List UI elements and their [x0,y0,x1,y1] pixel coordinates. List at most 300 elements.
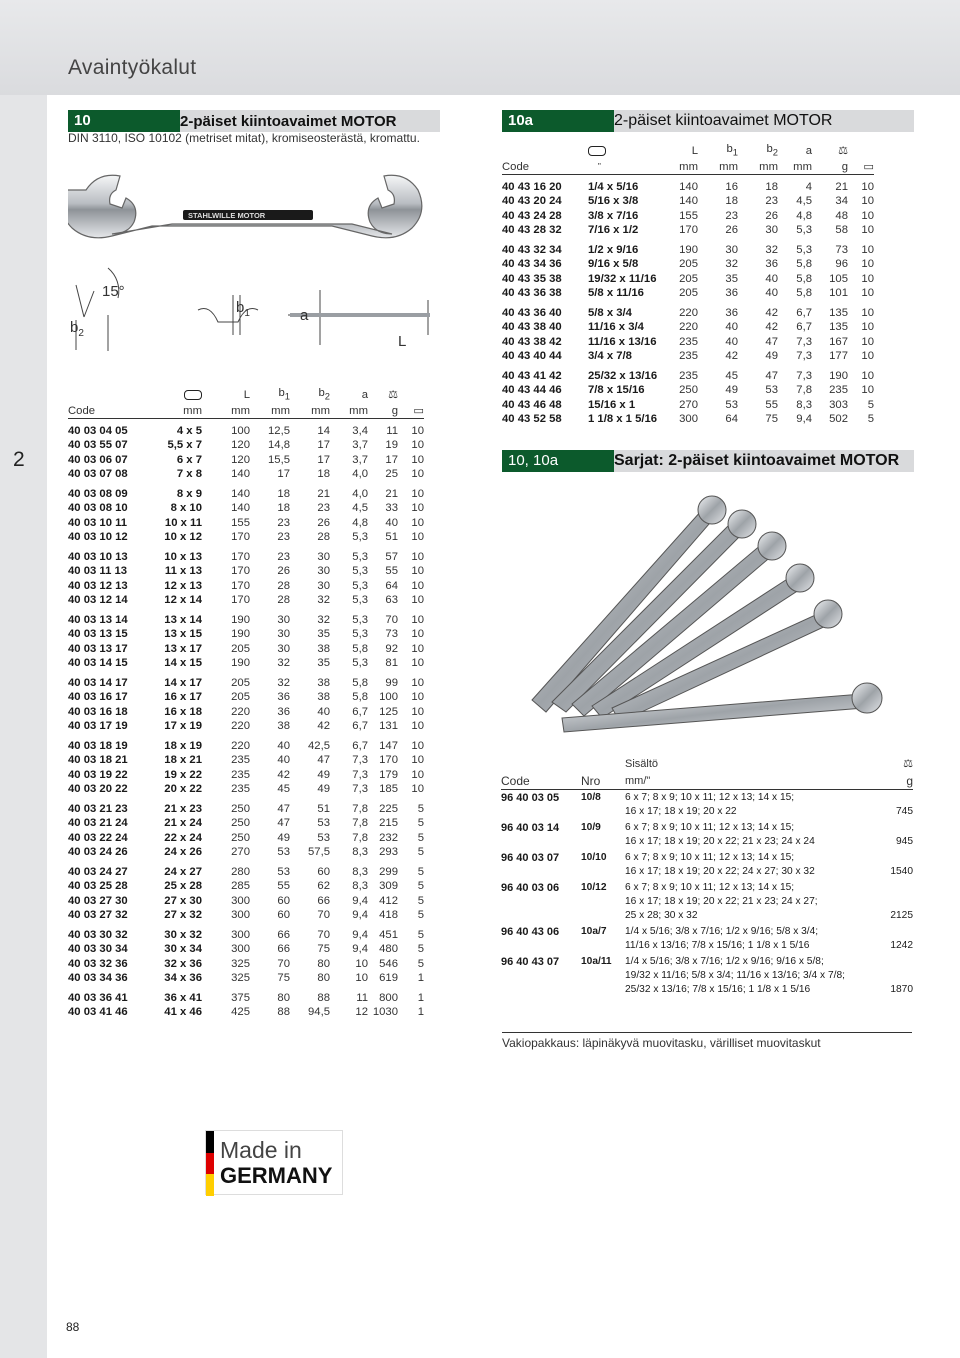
cell-a: 8,3 [352,865,368,878]
set-note: Vakiopakkaus: läpinäkyvä muovitasku, värilliset muovitaskut [502,1032,912,1050]
cell-code: 40 43 16 20 [502,180,562,193]
cell-b1: 49 [725,384,738,397]
cell-L: 205 [231,691,250,704]
cell-pack: 10 [411,768,424,781]
cell-g: 135 [829,321,848,334]
cell-L: 100 [231,424,250,437]
cell-a: 5,8 [796,287,812,300]
table-row [68,816,424,831]
cell-a: 4 [805,180,812,193]
cell-b2: 75 [317,943,330,956]
cell-b1: 18 [277,487,290,500]
cell-b2: 32 [317,594,330,607]
cell-g: 73 [835,243,848,256]
table-row [68,579,424,594]
cell-size: 5/16 x 3/8 [588,195,639,208]
cell-pack: 5 [417,802,424,815]
table-row [502,369,874,384]
cell-pack: 10 [861,306,874,319]
cell-b1: 47 [277,802,290,815]
table-row [68,613,424,628]
table-row [502,335,874,350]
cell-g: 64 [385,579,398,592]
table-row [502,398,874,413]
section-number: 10, 10a [502,450,614,472]
cell-L: 205 [679,272,698,285]
table-row [68,550,424,565]
cell-g: 177 [829,350,848,363]
cell-code: 40 03 55 07 [68,439,128,452]
cell-b2: 38 [317,642,330,655]
cell-L: 220 [231,739,250,752]
cell-b1: 15,5 [268,453,290,466]
cell-g: 70 [385,613,398,626]
cell-a: 4,0 [352,468,368,481]
cell-b2: 70 [317,909,330,922]
cell-g: 125 [379,705,398,718]
cell-code: 40 43 38 40 [502,321,562,334]
cell-g: 309 [379,880,398,893]
section-10a-bar [502,110,914,132]
cell-a: 5,3 [352,579,368,592]
cell-a: 3,7 [352,453,368,466]
col-a: a [361,388,368,401]
cell-size: 21 x 23 [164,802,202,815]
cell-b2: 55 [765,398,778,411]
cell-a: 9,4 [352,894,368,907]
set-nro: 10/10 [581,852,607,863]
cell-a: 6,7 [352,705,368,718]
set-code: 96 40 03 06 [501,882,560,894]
table-row [68,879,424,894]
cell-b2: 80 [317,972,330,985]
cell-size: 8 x 9 [176,487,202,500]
cell-a: 4,5 [352,502,368,515]
unit-b1: mm [698,160,738,175]
col-g: g [906,774,913,788]
cell-pack: 5 [417,943,424,956]
section-title: 2-päiset kiintoavaimet MOTOR [180,112,397,130]
set-code: 96 40 43 06 [501,926,560,938]
cell-a: 10 [355,972,368,985]
set-content [625,790,853,821]
cell-pack: 10 [861,243,874,256]
table-row [502,257,874,272]
cell-pack: 10 [411,642,424,655]
cell-b1: 40 [725,321,738,334]
chapter-number: 2 [13,448,25,471]
cell-code: 40 03 30 34 [68,943,128,956]
table-row [502,320,874,335]
table-row [68,991,424,1006]
cell-size: 12 x 14 [164,594,202,607]
cell-a: 8,3 [352,880,368,893]
table-row [68,627,424,642]
cell-b1: 49 [277,831,290,844]
cell-b1: 53 [277,865,290,878]
cell-size: 34 x 36 [164,972,202,985]
cell-code: 40 43 24 28 [502,209,562,222]
cell-a: 10 [355,957,368,970]
cell-b1: 14,8 [268,439,290,452]
set-row [501,954,913,998]
cell-size: 20 x 22 [164,783,202,796]
col-L: L [691,144,698,157]
cell-code: 40 03 13 14 [68,613,128,626]
cell-b2: 49 [765,350,778,363]
cell-b1: 32 [277,657,290,670]
cell-code: 40 43 38 42 [502,335,562,348]
cell-a: 11 [356,991,368,1004]
cell-g: 412 [379,894,398,907]
table-row [68,487,424,502]
cell-b2: 49 [317,768,330,781]
cell-a: 7,3 [796,350,812,363]
cell-a: 8,3 [352,846,368,859]
set-code: 96 40 03 14 [501,822,560,834]
cell-size: 27 x 32 [164,909,202,922]
table-row [68,501,424,516]
cell-pack: 10 [411,516,424,529]
cell-size: 41 x 46 [164,1006,202,1019]
cell-g: 100 [379,691,398,704]
wrench-set-photo [502,480,914,750]
cell-code: 40 03 36 41 [68,991,128,1004]
wrench-size-icon [184,390,202,400]
cell-code: 40 03 27 30 [68,894,128,907]
cell-a: 7,8 [352,817,368,830]
cell-size: 15/16 x 1 [588,398,636,411]
table-row [68,971,424,986]
cell-b2: 42 [765,321,778,334]
a-label: a [300,307,309,324]
set-content-line: 16 x 17; 18 x 19; 20 x 22; 21 x 23; 24 x 24 [625,836,815,847]
unit-a: mm [330,404,368,419]
table-row [68,467,424,482]
cell-b2: 75 [765,413,778,426]
cell-L: 300 [679,413,698,426]
cell-size: 11/16 x 13/16 [588,335,657,348]
cell-a: 5,3 [352,613,368,626]
cell-a: 12 [355,1006,368,1019]
set-content-line: 6 x 7; 8 x 9; 10 x 11; 12 x 13; 14 x 15; [625,852,795,863]
cell-L: 220 [231,705,250,718]
cell-L: 300 [231,894,250,907]
cell-g: 63 [385,594,398,607]
cell-L: 205 [679,258,698,271]
set-nro: 10/12 [581,882,607,893]
cell-b1: 30 [277,642,290,655]
cell-L: 205 [231,676,250,689]
cell-code: 40 03 41 46 [68,1006,128,1019]
cell-b1: 53 [725,398,738,411]
cell-L: 205 [231,642,250,655]
cell-a: 4,5 [796,195,812,208]
cell-code: 40 03 14 15 [68,657,128,670]
section-title: 2-päiset kiintoavaimet MOTOR [614,112,833,129]
cell-L: 190 [679,243,698,256]
cell-g: 33 [385,502,398,515]
cell-b1: 60 [277,909,290,922]
cell-L: 250 [231,831,250,844]
cell-b1: 64 [725,413,738,426]
set-content [625,820,853,850]
cell-L: 270 [231,846,250,859]
cell-L: 140 [231,502,250,515]
cell-code: 40 03 13 15 [68,628,128,641]
set-nro: 10/9 [581,822,601,833]
cell-b1: 66 [277,943,290,956]
section-number: 10 [68,110,180,132]
cell-b2: 42,5 [308,739,330,752]
cell-code: 40 43 46 48 [502,398,562,411]
cell-code: 40 03 14 17 [68,676,128,689]
cell-b1: 75 [277,972,290,985]
cell-a: 7,3 [352,754,368,767]
cell-L: 140 [679,195,698,208]
cell-L: 375 [231,991,250,1004]
cell-code: 40 03 32 36 [68,957,128,970]
cell-code: 40 43 41 42 [502,369,562,382]
cell-code: 40 03 34 36 [68,972,128,985]
cell-b2: 53 [765,384,778,397]
set-content-line: 25/32 x 13/16; 7/8 x 15/16; 1 1/8 x 1 5/16 [625,984,811,995]
cell-b1: 17 [277,468,290,481]
cell-size: 14 x 15 [164,657,202,670]
cell-L: 235 [679,369,698,382]
cell-pack: 10 [861,321,874,334]
unit-L: mm [206,404,250,419]
cell-code: 40 03 16 18 [68,705,128,718]
cell-size: 11 x 13 [164,565,202,578]
cell-b2: 18 [317,468,330,481]
cell-g: 11 [386,424,398,437]
cell-b1: 42 [725,350,738,363]
cell-g: 34 [835,195,848,208]
cell-size: 21 x 24 [164,817,202,830]
cell-size: 7 x 8 [176,468,202,481]
cell-pack: 10 [861,258,874,271]
cell-code: 40 03 06 07 [68,453,128,466]
cell-b2: 53 [317,817,330,830]
b1-label: $b_1$ [236,299,250,319]
cell-a: 5,3 [352,657,368,670]
cell-a: 7,8 [352,802,368,815]
weight-icon: ⚖ [388,388,398,401]
table-row [68,894,424,909]
cell-g: 179 [379,768,398,781]
table-row [68,453,424,468]
set-content [625,880,853,924]
cell-g: 21 [385,487,398,500]
table-row [68,676,424,691]
cell-pack: 10 [411,424,424,437]
cell-g: 1030 [372,1006,398,1019]
cell-L: 235 [231,768,250,781]
cell-pack: 10 [861,287,874,300]
cell-b2: 26 [765,209,778,222]
cell-b2: 38 [317,676,330,689]
page-number: 88 [66,1320,80,1334]
cell-size: 1/4 x 5/16 [588,180,639,193]
cell-g: 48 [835,209,848,222]
table-row [68,424,424,439]
cell-b1: 42 [277,768,290,781]
table-row [68,516,424,531]
cell-code: 40 03 13 17 [68,642,128,655]
cell-g: 25 [385,468,398,481]
col-g: g [368,404,398,419]
left-spec-table [68,386,424,1020]
cell-code: 40 43 44 46 [502,384,562,397]
set-content-line: 1/4 x 5/16; 3/8 x 7/16; 1/2 x 9/16; 9/16 x 5/8; [625,956,824,967]
cell-b2: 80 [317,957,330,970]
table-row [68,438,424,453]
cell-pack: 5 [417,894,424,907]
cell-size: 30 x 32 [164,928,202,941]
table-row [68,802,424,817]
cell-g: 40 [385,516,398,529]
cell-L: 170 [231,565,250,578]
cell-g: 51 [385,531,398,544]
cell-code: 40 03 07 08 [68,468,128,481]
cell-b2: 30 [317,565,330,578]
cell-code: 40 43 40 44 [502,350,562,363]
cell-b2: 60 [317,865,330,878]
cell-L: 250 [231,802,250,815]
cell-b1: 35 [725,272,738,285]
page-header [0,0,960,95]
cell-pack: 10 [411,783,424,796]
cell-L: 140 [679,180,698,193]
cell-pack: 10 [861,384,874,397]
cell-b2: 23 [317,502,330,515]
cell-L: 155 [231,516,250,529]
col-a: a [805,144,812,157]
cell-b2: 32 [317,613,330,626]
cell-pack: 10 [861,195,874,208]
cell-a: 5,8 [796,272,812,285]
cell-b1: 55 [277,880,290,893]
cell-size: 3/4 x 7/8 [588,350,632,363]
table-row [68,593,424,608]
cell-code: 40 03 21 23 [68,802,128,815]
right-spec-table [502,142,874,427]
set-nro: 10a/7 [581,926,607,937]
chapter-strip [0,95,47,1358]
set-content-line: 19/32 x 11/16; 5/8 x 3/4; 11/16 x 13/16; 3/4 x 7/8; [625,970,845,981]
cell-L: 425 [231,1006,250,1019]
cell-code: 40 43 36 40 [502,306,562,319]
cell-a: 6,7 [796,306,812,319]
cell-a: 5,8 [352,676,368,689]
table-row [68,1005,424,1020]
cell-b1: 66 [277,928,290,941]
cell-a: 4,8 [352,516,368,529]
set-row [501,820,913,850]
cell-b1: 26 [725,224,738,237]
cell-code: 40 03 25 28 [68,880,128,893]
b2-label: $b_2$ [70,319,84,339]
cell-a: 6,7 [352,739,368,752]
table-row [502,412,874,427]
cell-g: 147 [379,739,398,752]
cell-code: 40 03 20 22 [68,783,128,796]
cell-code: 40 03 17 19 [68,720,128,733]
set-content-line: 1/4 x 5/16; 3/8 x 7/16; 1/2 x 9/16; 5/8 x 3/4; [625,926,819,937]
cell-b2: 51 [317,802,330,815]
cell-g: 96 [835,258,848,271]
cell-g: 73 [385,628,398,641]
cell-size: 12 x 13 [164,579,202,592]
cell-b1: 32 [277,676,290,689]
set-row [501,790,913,821]
cell-a: 7,3 [796,335,812,348]
cell-pack: 10 [861,180,874,193]
cell-L: 250 [231,817,250,830]
set-content-line: 25 x 28; 30 x 32 [625,910,698,921]
cell-b2: 21 [317,487,330,500]
cell-size: 17 x 19 [164,720,202,733]
cell-b1: 30 [277,628,290,641]
cell-b1: 28 [277,579,290,592]
table-row [68,865,424,880]
cell-code: 40 03 19 22 [68,768,128,781]
cell-pack: 5 [867,413,874,426]
cell-b2: 14 [317,424,330,437]
cell-L: 285 [231,880,250,893]
cell-pack: 10 [411,579,424,592]
cell-L: 235 [679,335,698,348]
set-content-line: 16 x 17; 18 x 19; 20 x 22; 21 x 23; 24 x 27; [625,896,818,907]
set-weight: 945 [896,836,913,847]
cell-b2: 28 [317,531,330,544]
set-content-line: 6 x 7; 8 x 9; 10 x 11; 12 x 13; 14 x 15; [625,822,795,833]
cell-b1: 45 [277,783,290,796]
cell-pack: 5 [417,909,424,922]
cell-b2: 18 [765,180,778,193]
cell-L: 220 [679,306,698,319]
cell-L: 235 [679,350,698,363]
cell-g: 502 [829,413,848,426]
table-row [68,530,424,545]
cell-pack: 5 [867,398,874,411]
cell-code: 40 03 10 13 [68,550,128,563]
cell-code: 40 43 32 34 [502,243,562,256]
cell-b1: 70 [277,957,290,970]
cell-L: 205 [679,287,698,300]
cell-b1: 40 [277,739,290,752]
cell-b2: 49 [317,783,330,796]
cell-b2: 17 [317,453,330,466]
cell-pack: 10 [411,720,424,733]
cell-size: 32 x 36 [164,957,202,970]
page-title: Avaintyökalut [68,56,197,79]
cell-L: 325 [231,972,250,985]
cell-size: 30 x 34 [164,943,202,956]
table-row [68,642,424,657]
cell-code: 40 03 22 24 [68,831,128,844]
unit-b1: mm [250,404,290,419]
cell-pack: 10 [861,350,874,363]
table-row [502,306,874,321]
cell-size: 14 x 17 [164,676,202,689]
set-nro: 10/8 [581,792,601,803]
cell-a: 5,3 [352,565,368,578]
col-size: " [584,160,658,175]
set-content [625,850,853,880]
table-row [68,908,424,923]
